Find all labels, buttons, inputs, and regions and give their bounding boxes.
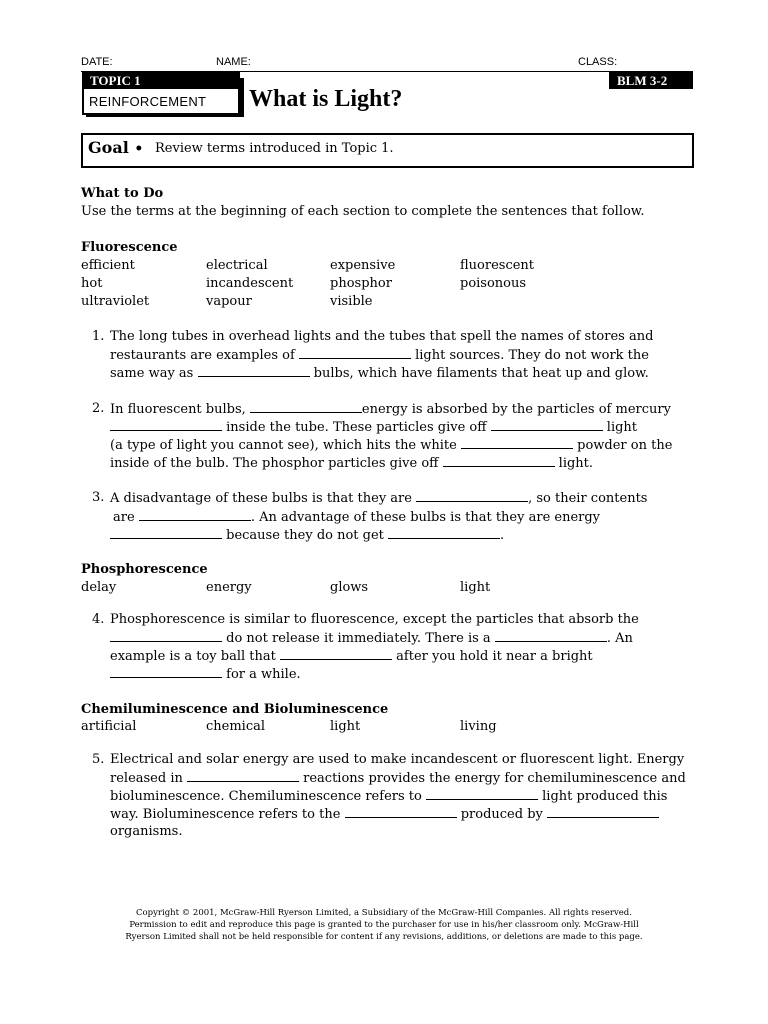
question-2-number: 2. — [92, 401, 105, 416]
answer-blank[interactable] — [110, 665, 222, 678]
question-5-number: 5. — [92, 752, 105, 767]
answer-blank[interactable] — [110, 629, 222, 642]
reinforcement-shadow — [240, 78, 244, 117]
question-3-line: A disadvantage of these bulbs is that they are , so their contents — [110, 491, 648, 506]
question-1-number: 1. — [92, 329, 105, 344]
term: ultraviolet — [81, 294, 150, 309]
question-2-line: inside the tube. These particles give off light — [110, 418, 637, 437]
class-label: CLASS: — [578, 56, 618, 68]
term: efficient — [81, 258, 135, 273]
blm-badge — [609, 72, 693, 89]
question-1-line: The long tubes in overhead lights and the tubes that spell the names of stores and — [110, 329, 654, 344]
term: electrical — [206, 258, 268, 273]
what-to-do-instructions: Use the terms at the beginning of each section to complete the sentences that follow. — [81, 204, 645, 219]
term: visible — [330, 294, 373, 309]
answer-blank[interactable] — [416, 489, 528, 502]
answer-blank[interactable] — [187, 769, 299, 782]
term: chemical — [206, 719, 266, 734]
question-4-number: 4. — [92, 612, 105, 627]
topic-badge — [82, 72, 240, 89]
term: light — [330, 719, 361, 734]
answer-blank[interactable] — [443, 454, 555, 467]
page-title: What is Light? — [249, 86, 403, 112]
question-4-line: example is a toy ball that after you hold it near a bright — [110, 649, 593, 664]
question-5-line: released in reactions provides the energy for chemiluminescence and — [110, 771, 686, 786]
question-2-line: inside of the bulb. The phosphor particles give off light. — [110, 456, 594, 471]
copyright-line: Copyright © 2001, McGraw-Hill Ryerson Limited, a Subsidiary of the McGraw-Hill Companies. All rights reserved. — [136, 908, 632, 918]
question-1-line: same way as bulbs, which have filaments that heat up and glow. — [110, 366, 649, 381]
term: fluorescent — [460, 258, 535, 273]
term: expensive — [330, 258, 396, 273]
answer-blank[interactable] — [250, 400, 362, 413]
question-1-line: restaurants are examples of light sources. They do not work the — [110, 348, 649, 363]
chemiluminescence-heading: Chemiluminescence and Bioluminescence — [81, 702, 389, 717]
question-3-line: because they do not get . — [110, 526, 504, 545]
answer-blank[interactable] — [139, 508, 251, 521]
copyright-line: Permission to edit and reproduce this page is granted to the purchaser for use in his/her classroom only. McGraw-Hill — [129, 920, 639, 930]
answer-blank[interactable] — [345, 805, 457, 818]
question-4-line: Phosphorescence is similar to fluorescence, except the particles that absorb the — [110, 612, 639, 627]
date-label: DATE: — [81, 56, 113, 68]
term: delay — [81, 580, 117, 595]
question-3-number: 3. — [92, 490, 105, 505]
answer-blank[interactable] — [110, 526, 222, 539]
question-5-line: way. Bioluminescence refers to the produced by — [110, 805, 659, 824]
goal-label: Goal • — [88, 138, 144, 157]
question-5-line: Electrical and solar energy are used to make incandescent or fluorescent light. Energy — [110, 752, 685, 767]
term: artificial — [81, 719, 137, 734]
answer-blank[interactable] — [491, 418, 603, 431]
answer-blank[interactable] — [388, 526, 500, 539]
answer-blank[interactable] — [198, 364, 310, 377]
answer-blank[interactable] — [299, 346, 411, 359]
reinforcement-shadow-bottom — [86, 115, 244, 117]
blm-label: BLM 3-2 — [617, 73, 668, 88]
question-4-line: for a while. — [110, 665, 301, 684]
question-2-line: (a type of light you cannot see), which hits the white powder on the — [110, 438, 673, 453]
copyright-footer — [120, 907, 648, 943]
question-2-line: In fluorescent bulbs, energy is absorbed by the particles of mercury — [110, 402, 671, 417]
answer-blank[interactable] — [461, 436, 573, 449]
topic-label: TOPIC 1 — [90, 73, 141, 88]
question-3-line: are . An advantage of these bulbs is that they are energy — [113, 510, 601, 525]
answer-blank[interactable] — [547, 805, 659, 818]
goal-bullet: • — [134, 141, 144, 157]
answer-blank[interactable] — [280, 647, 392, 660]
answer-blank[interactable] — [110, 418, 222, 431]
term: phosphor — [330, 276, 392, 291]
question-5-line: organisms. — [110, 824, 183, 839]
term: glows — [330, 580, 369, 595]
term: hot — [81, 276, 103, 291]
answer-blank[interactable] — [495, 629, 607, 642]
term: vapour — [206, 294, 252, 309]
answer-blank[interactable] — [426, 787, 538, 800]
term: poisonous — [460, 276, 527, 291]
what-to-do-heading: What to Do — [81, 186, 164, 201]
reinforcement-label: REINFORCEMENT — [89, 94, 207, 109]
copyright-line: Ryerson Limited shall not be held responsible for content if any revisions, additions, or deletions are made to this page. — [125, 932, 643, 942]
phosphorescence-heading: Phosphorescence — [81, 562, 208, 577]
term: incandescent — [206, 276, 294, 291]
term: light — [460, 580, 491, 595]
fluorescence-heading: Fluorescence — [81, 240, 178, 255]
term: living — [460, 719, 497, 734]
question-5-line: bioluminescence. Chemiluminescence refers to light produced this — [110, 789, 668, 804]
name-label: NAME: — [216, 56, 251, 68]
goal-text: Review terms introduced in Topic 1. — [155, 141, 394, 156]
question-4-line: do not release it immediately. There is a . An — [110, 629, 633, 648]
term: energy — [206, 580, 252, 595]
